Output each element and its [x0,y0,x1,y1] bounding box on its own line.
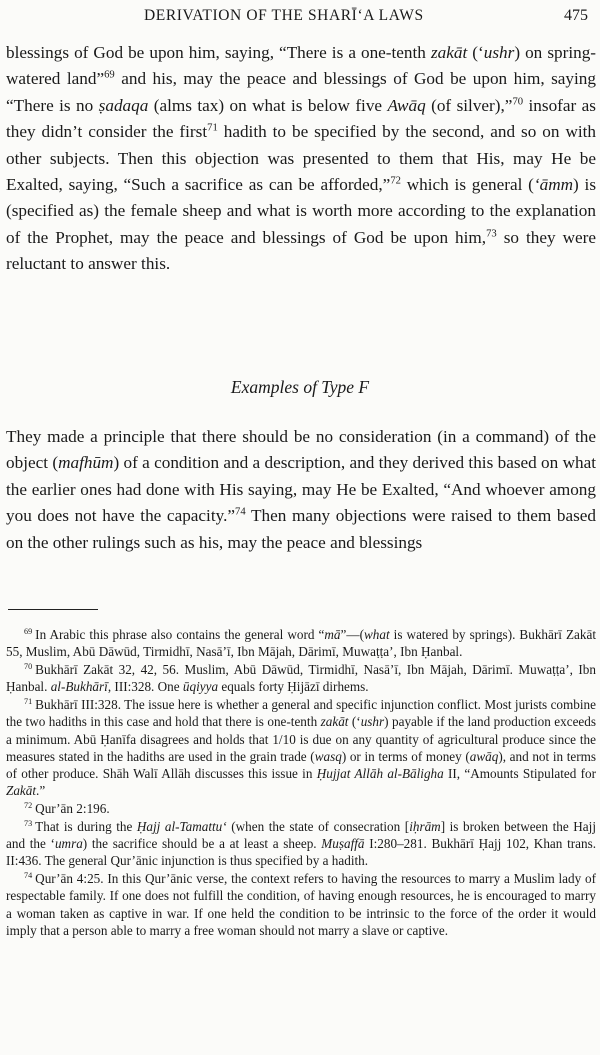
text-run: ) or in terms of money ( [341,748,470,764]
footnote-ref-70[interactable]: 70 [512,96,524,108]
italic-term: iḥrām [409,819,441,835]
text-run: Bukhārī III:328. The issue here is whether a general and specific injunction conflict. Most jurists combine the two hadiths in this case and hold that there is one-tenth [6,697,596,730]
italic-term: umra [54,836,83,852]
italic-term: wasq [314,748,342,764]
text-run: , III:328. One [107,679,183,695]
italic-term: Muṣaffā [321,836,365,852]
footnote-number: 70 [24,661,33,671]
text-run: ) payable if the land production exceeds a minimum. Abū Ḥanīfa disagrees and holds that 1/10 is due on any quantity of agricultural produce since the measures stated in the hadiths are used in the grain trade ( [6,714,596,764]
footnote-number: 72 [24,800,33,810]
footnote-73 [6,818,596,869]
footnote-74 [6,870,596,938]
text-run: hadith to be specified by the second, and so on with other subjects. Then this objection was presented to them that His, may He be Exalted, saying, “Such a sacrifice as can be afforded,” [6,122,597,195]
text-run: Qur’ān 2:196. [35,800,110,816]
footnote-69 [6,626,596,660]
italic-term: ushr [360,714,385,730]
text-run: blessings of God be upon him, saying, “There is a one-tenth [6,43,431,62]
text-run: (when the state of consecration [ [226,819,410,835]
page-number: 475 [564,7,588,24]
text-run: (‘ [348,714,361,730]
text-run: They made a principle that there should be no consideration (in a command) of the object ( [6,427,596,473]
section-heading: Examples of Type F [230,377,370,397]
text-run: In Arabic this phrase also contains the general word “ [35,627,325,642]
footnote-number: 74 [24,870,33,880]
text-run: ), and not in terms of other produce. Shāh Walī Allāh discusses this issue in [6,748,597,781]
text-run: which is general ( [400,175,534,195]
text-run: .” [36,782,46,798]
italic-term: ṣadaqa [98,95,149,115]
footnote-number: 69 [24,626,33,636]
footnote-divider [8,609,98,610]
text-run: I:280–281. Bukhārī Ḥajj 102, Khan trans. II:436. The general Qur’ānic injunction is thus specified by a hadith. [6,836,597,869]
italic-term: zakāt [430,43,468,62]
text-run: is watered by springs). Bukhārī Zakāt 55, Muslim, Abū Dāwūd, Tirmidhī, Nasā’ī, Ibn Mājah, Dārimī, Muwaṭṭa’, Ibn Ḥanbal. [6,627,597,660]
text-run: (alms tax) on what is below five [148,95,388,115]
footnote-ref-71[interactable]: 71 [207,122,218,134]
body-paragraph-2 [6,424,596,556]
text-run: That is during the [35,819,137,835]
footnote-number: 71 [24,696,33,706]
text-run: ) is (specified as) the female sheep and what is worth more according to the explanation of the Prophet, may the peace and blessings of God be upon him, [6,175,597,247]
text-run: (‘ [467,43,484,62]
text-run: so they were reluctant to answer this. [6,227,596,274]
footnote-70 [6,661,596,695]
footnote-ref-74[interactable]: 74 [235,506,246,518]
italic-term: al-Bukhārī [50,679,108,695]
footnote-71 [6,696,596,799]
text-run: ”—( [340,627,364,642]
text-run: ) the sacrifice should be a at least a sheep. [82,836,322,852]
italic-term: Ḥujjat Allāh al-Bāligha [316,765,444,781]
italic-term: Awāq [387,95,426,115]
body-paragraph-1 [6,40,596,278]
footnote-number: 73 [24,818,33,828]
running-title: DERIVATION OF THE SHARĪ‘A LAWS [144,7,424,24]
text-run: and his, may the peace and blessings of God be upon him, saying “There is no [6,69,596,115]
footnote-72 [6,800,596,817]
text-run: ] is broken between the Hajj and the ‘ [6,819,596,852]
footnote-ref-72[interactable]: 72 [390,175,401,187]
italic-term: what [363,627,390,642]
footnotes [6,626,596,940]
italic-term: ‘āmm [533,175,574,195]
text-run: Qur’ān 4:25. In this Qur’ānic verse, the context refers to having the resources to marry a Muslim lady of respectable family. If one does not fulfill the condition, of having enough resources, he is encouraged to marry a woman taken as captive in war. If one held the condition to be intrinsic to the force of the order it would imply that a person able to marry a free woman should not marry a slave or captive. [6,871,596,938]
footnote-ref-73[interactable]: 73 [486,228,497,240]
text-run: insofar as they didn’t consider the first [6,95,597,142]
page-header [0,3,600,29]
italic-term: Ḥajj al-Tamattu‘ [136,819,227,835]
text-run: equals forty Ḥijāzī dirhems. [218,679,369,695]
text-run: ) on spring-watered land” [6,43,597,89]
text-run: ) of a condition and a description, and they derived this based on what the earlier ones had done with His saying, may He be Exalted, “And whoever among you does not have the capacity.” [6,453,596,526]
text-run: (of silver),” [425,95,513,115]
italic-term: ushr [483,43,515,62]
text-run: II, “Amounts Stipulated for [443,765,597,781]
text-run: Then many objections were raised to them based on the other rulings such as his, may the peace and blessings [6,506,596,552]
italic-term: zakāt [320,714,349,730]
text-run: Bukhārī Zakāt 32, 42, 56. Muslim, Abū Dāwūd, Tirmidhī, Nasā’ī, Ibn Mājah, Dārimī. Muwaṭṭa’, Ibn Ḥanbal. [6,662,596,695]
italic-term: mā [324,627,341,642]
footnote-ref-69[interactable]: 69 [104,69,115,81]
italic-term: ūqiyya [182,679,219,695]
italic-term: Zakāt [6,782,37,798]
italic-term: mafhūm [58,453,114,473]
italic-term: awāq [469,748,499,764]
